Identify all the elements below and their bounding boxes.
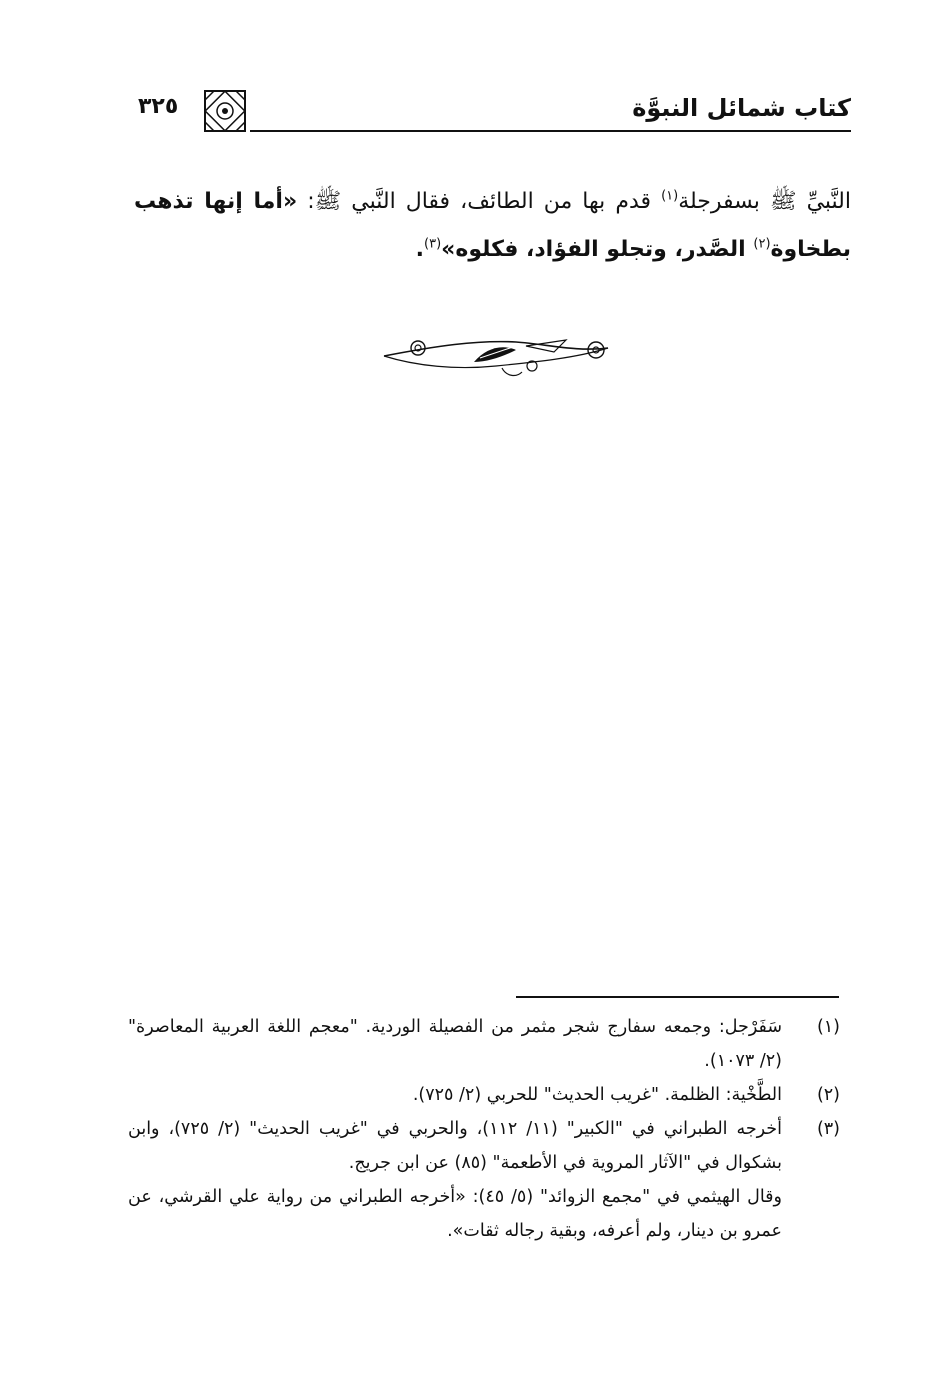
footnote-ref-3[interactable]: (٣) xyxy=(424,236,442,252)
footnote-number: (٣) xyxy=(816,1119,840,1139)
hadith-quote: «أما إنها تذهب بطخاوة xyxy=(134,189,851,262)
footnote-item xyxy=(128,1010,840,1078)
footnote-number: (٢) xyxy=(816,1085,840,1105)
footnote-text: سَفَرْجل: وجمعه سفارج شجر مثمر من الفصيلة الوردية. "معجم اللغة العربية المعاصرة" (٢/ ١٠٧٣). xyxy=(128,1017,782,1071)
text-segment: قدم بها من الطائف، فقال النَّبي ﷺ: xyxy=(297,189,662,214)
book-title: كتاب شمائل النبوَّة xyxy=(632,94,851,122)
text-segment: . xyxy=(415,237,425,262)
text-segment: النَّبيِّ ﷺ بسفرجلة xyxy=(678,189,851,214)
footnote-item xyxy=(128,1078,840,1112)
page-number: ٣٢٥ xyxy=(138,94,179,119)
floral-divider-icon xyxy=(376,322,616,382)
running-header xyxy=(134,86,851,138)
footnote-separator xyxy=(516,996,839,998)
footnote-number: (١) xyxy=(816,1017,840,1037)
footnote-item xyxy=(128,1112,840,1248)
footnote-ref-2[interactable]: (٢) xyxy=(753,236,771,252)
ornament-icon xyxy=(202,88,248,134)
footnote-text: أخرجه الطبراني في "الكبير" (١١/ ١١٢)، والحربي في "غريب الحديث" (٢/ ٧٢٥)، وابن بشكوال في "الآثار المروية في الأطعمة" (٨٥) عن ابن جريج. xyxy=(128,1119,782,1173)
hadith-quote: الصَّدر، وتجلو الفؤاد، فكلوه» xyxy=(441,237,754,262)
footnote-ref-1[interactable]: (١) xyxy=(661,188,679,204)
main-paragraph xyxy=(134,178,851,274)
footnote-text: الطَّخْية: الظلمة. "غريب الحديث" للحربي (٢/ ٧٢٥). xyxy=(412,1085,782,1105)
header-rule xyxy=(250,130,851,132)
footnote-continuation: وقال الهيثمي في "مجمع الزوائد" (٥/ ٤٥): «أخرجه الطبراني من رواية علي القرشي، عن عمرو بن دينار، ولم أعرفه، وبقية رجاله ثقات». xyxy=(128,1187,782,1241)
footnotes xyxy=(128,1010,840,1248)
